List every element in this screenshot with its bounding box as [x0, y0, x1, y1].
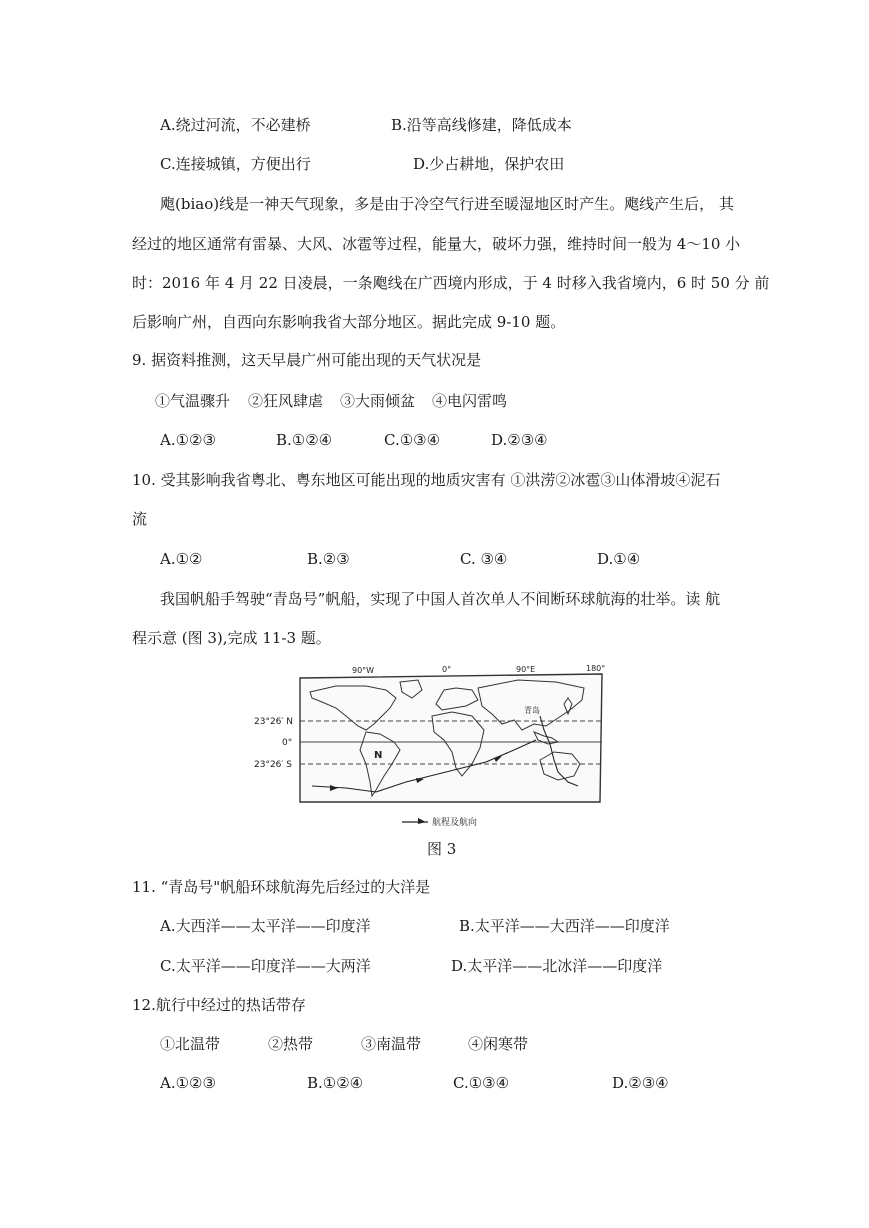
map-label-180: 180°	[586, 664, 606, 673]
q12-item-1: ①北温带	[160, 1035, 221, 1053]
passage1-line3: 时：2016 年 4 月 22 日凌晨，一条飑线在广西境内形成，于 4 时移入我省境内，6 时 50 分 前	[132, 274, 770, 292]
option-b-prev: B.沿等高线修建，降低成本	[391, 116, 572, 134]
passage2-line1: 我国帆船手驾驶“青岛号”帆船，实现了中国人首次单人不间断环球航海的壮举。读 航	[160, 590, 721, 608]
route-map-figure	[296, 664, 608, 832]
q10-stem-line2: 流	[132, 510, 148, 528]
q10-option-a: A.①②	[160, 550, 203, 568]
q9-item-3: ③大雨倾盆	[340, 392, 416, 410]
q10-stem-line1: 10. 受其影响我省粤北、粤东地区可能出现的地质灾害有 ①洪涝②冰雹③山体滑坡④泥石	[132, 471, 721, 489]
q9-item-4: ④电闪雷鸣	[432, 392, 508, 410]
q12-option-a: A.①②③	[160, 1074, 216, 1092]
option-c-prev: C.连接城镇，方便出行	[160, 155, 311, 173]
option-a-prev: A.绕过河流，不必建桥	[160, 116, 311, 134]
q9-option-c: C.①③④	[384, 431, 441, 449]
q9-stem: 9. 据资料推测，这天早晨广州可能出现的天气状况是	[132, 351, 482, 369]
passage1-line4: 后影响广州，自西向东影响我省大部分地区。据此完成 9-10 题。	[132, 313, 566, 331]
q11-stem: 11. “青岛号"帆船环球航海先后经过的大洋是	[132, 878, 431, 896]
map-label-90e: 90°E	[516, 665, 536, 674]
q12-option-b: B.①②④	[307, 1074, 364, 1092]
q10-option-b: B.②③	[307, 550, 350, 568]
legend-arrow-icon	[418, 818, 426, 824]
q9-item-1: ①气温骤升	[155, 392, 231, 410]
q9-option-a: A.①②③	[160, 431, 216, 449]
passage2-line2: 程示意 (图 3),完成 11-3 题。	[132, 629, 331, 647]
q12-option-d: D.②③④	[612, 1074, 669, 1092]
passage1-line1: 飑(biao)线是一神天气现象，多是由于冷空气行进至暖湿地区时产生。飑线产生后， 其	[160, 195, 734, 213]
latitude-label-0: 23°26′ N	[254, 717, 294, 727]
map-label-90w: 90°W	[352, 666, 375, 675]
q11-option-c: C.太平洋——印度洋——大两洋	[160, 957, 371, 975]
q12-item-4: ④闲寒带	[468, 1035, 529, 1053]
q9-option-b: B.①②④	[276, 431, 333, 449]
latitude-label-1: 0°	[282, 738, 293, 748]
q12-item-2: ②热带	[268, 1035, 314, 1053]
option-d-prev: D.少占耕地，保护农田	[413, 155, 565, 173]
north-label: N	[374, 750, 383, 761]
q9-item-2: ②狂风肆虐	[248, 392, 324, 410]
q11-option-b: B.太平洋——大西洋——印度洋	[459, 917, 670, 935]
world-map	[296, 664, 608, 832]
q9-option-d: D.②③④	[491, 431, 548, 449]
q12-option-c: C.①③④	[453, 1074, 510, 1092]
q10-option-c: C. ③④	[460, 550, 508, 568]
qingdao-label: 青岛	[524, 706, 540, 715]
q11-option-d: D.太平洋——北冰洋——印度洋	[451, 957, 663, 975]
latitude-label-2: 23°26′ S	[254, 760, 293, 770]
passage1-line2: 经过的地区通常有雷暴、大风、冰雹等过程，能量大，破坏力强，维持时间一般为 4～10 小	[132, 235, 741, 253]
q12-item-3: ③南温带	[361, 1035, 422, 1053]
q11-option-a: A.大西洋——太平洋——印度洋	[160, 917, 371, 935]
q12-stem: 12.航行中经过的热话带存	[132, 996, 306, 1014]
legend-label: 航程及航向	[432, 818, 478, 828]
map-label-0: 0°	[442, 665, 452, 674]
figure-caption: 图 3	[427, 840, 457, 858]
q10-option-d: D.①④	[597, 550, 641, 568]
